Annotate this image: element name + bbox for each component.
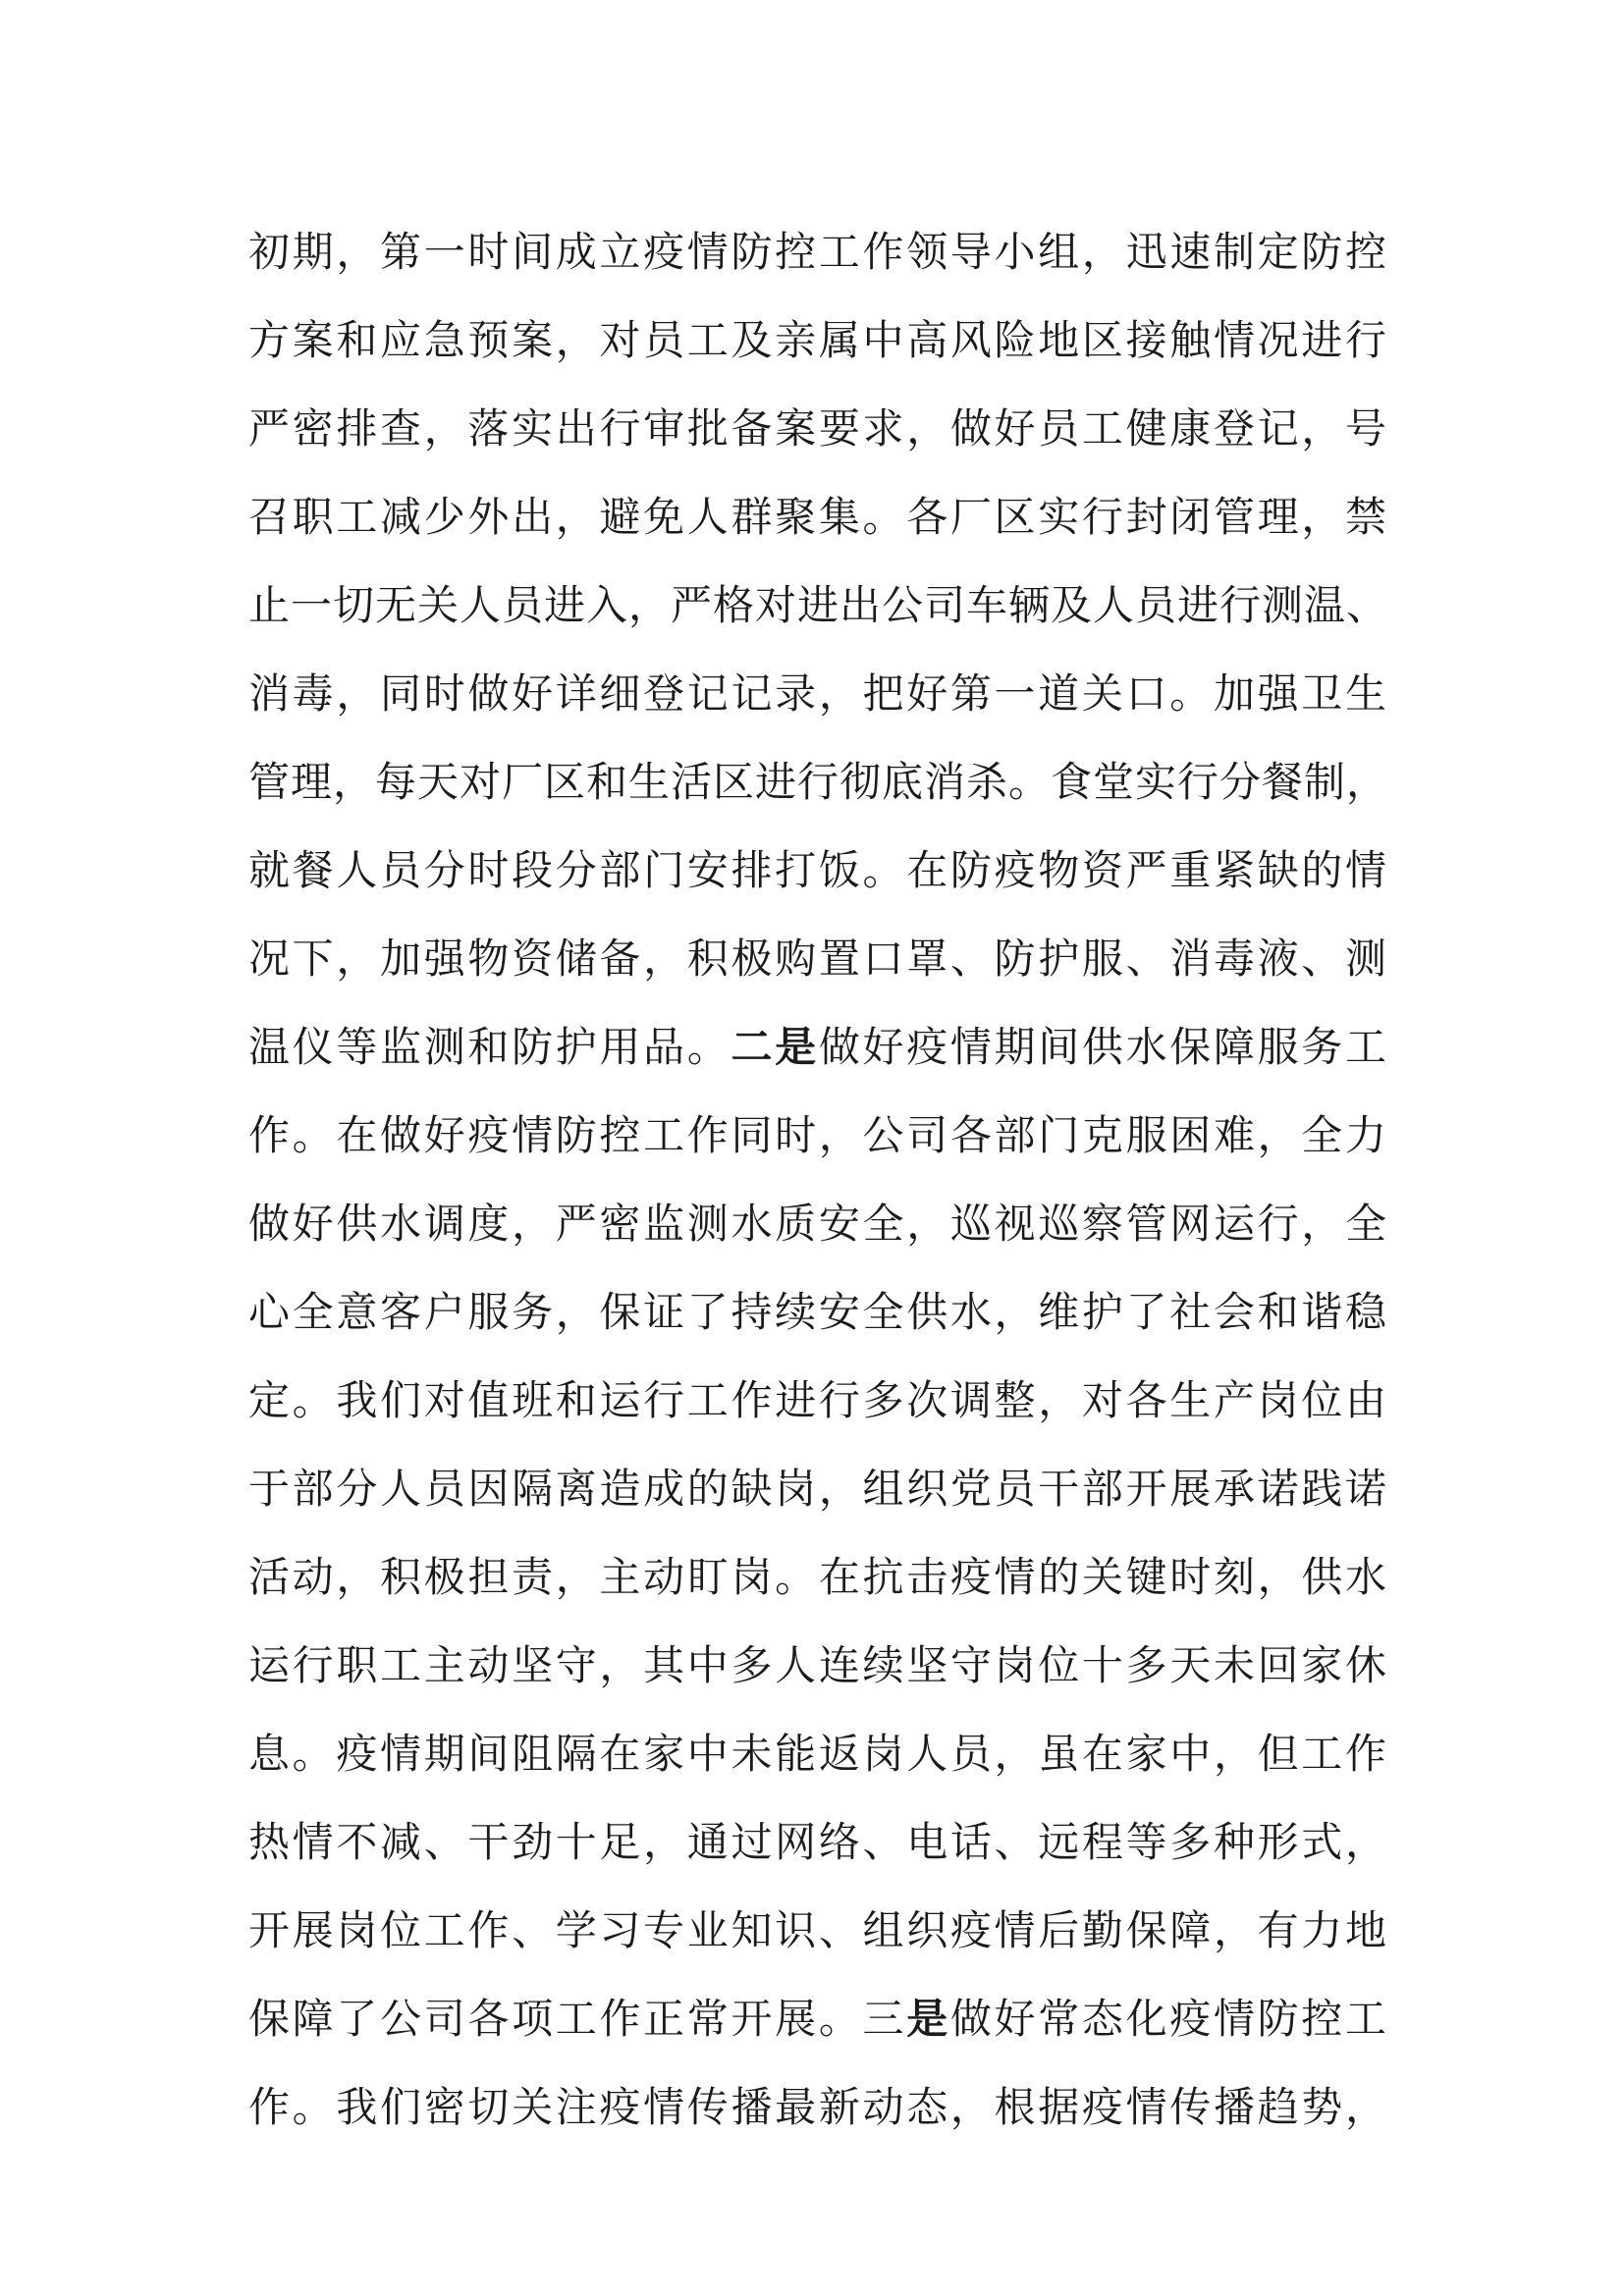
text-line: 热情不减、干劲十足，通过网络、电话、远程等多种形式， [248, 1818, 1387, 1866]
text-line: 活动，积极担责，主动盯岗。在抗击疫情的关键时刻，供水 [248, 1553, 1387, 1601]
text-line: 开展岗位工作、学习专业知识、组织疫情后勤保障，有力地 [248, 1906, 1387, 1954]
text-line: 于部分人员因隔离造成的缺岗，组织党员干部开展承诺践诺 [248, 1465, 1387, 1513]
text-line [248, 1003, 1387, 1092]
body-text [248, 208, 1387, 2152]
text-line: 管理，每天对厂区和生活区进行彻底消杀。食堂实行分餐制， [248, 758, 1389, 806]
text-line: 止一切无关人员进入，严格对进出公司车辆及人员进行测温、 [248, 581, 1389, 629]
text-line: 运行职工主动坚守，其中多人连续坚守岗位十多天未回家休 [248, 1641, 1387, 1689]
text-line: 息。疫情期间阻隔在家中未能返岗人员，虽在家中，但工作 [248, 1730, 1387, 1778]
text-line: 方案和应急预案，对员工及亲属中高风险地区接触情况进行 [248, 316, 1387, 364]
text-segment: 做好常态化疫情防控工 [949, 1995, 1387, 2043]
emphasis-er-shi: 二是 [731, 1023, 819, 1071]
text-line: 初期，第一时间成立疫情防控工作领导小组，迅速制定防控 [248, 228, 1387, 276]
text-line: 做好供水调度，严密监测水质安全，巡视巡察管网运行，全 [248, 1200, 1387, 1248]
text-line: 心全意客户服务，保证了持续安全供水，维护了社会和谐稳 [248, 1288, 1387, 1336]
text-segment: 温仪等监测和防护用品。 [248, 1023, 731, 1071]
emphasis-shi: 是 [906, 1995, 950, 2043]
text-line: 严密排查，落实出行审批备案要求，做好员工健康登记，号 [248, 404, 1387, 453]
text-line: 就餐人员分时段分部门安排打饭。在防疫物资严重紧缺的情 [248, 846, 1387, 894]
text-segment: 做好疫情期间供水保障服务工 [818, 1023, 1387, 1071]
text-line: 况下，加强物资储备，积极购置口罩、防护服、消毒液、测 [248, 934, 1387, 983]
text-line: 作。我们密切关注疫情传播最新动态，根据疫情传播趋势， [248, 2083, 1387, 2131]
text-segment: 保障了公司各项工作正常开展。三 [248, 1995, 907, 2043]
text-line: 召职工减少外出，避免人群聚集。各厂区实行封闭管理，禁 [248, 493, 1387, 541]
text-line: 消毒，同时做好详细登记记录，把好第一道关口。加强卫生 [248, 669, 1387, 718]
text-line: 定。我们对值班和运行工作进行多次调整，对各生产岗位由 [248, 1376, 1387, 1424]
text-line [248, 1975, 1387, 2063]
text-line: 作。在做好疫情防控工作同时，公司各部门克服困难，全力 [248, 1111, 1387, 1159]
